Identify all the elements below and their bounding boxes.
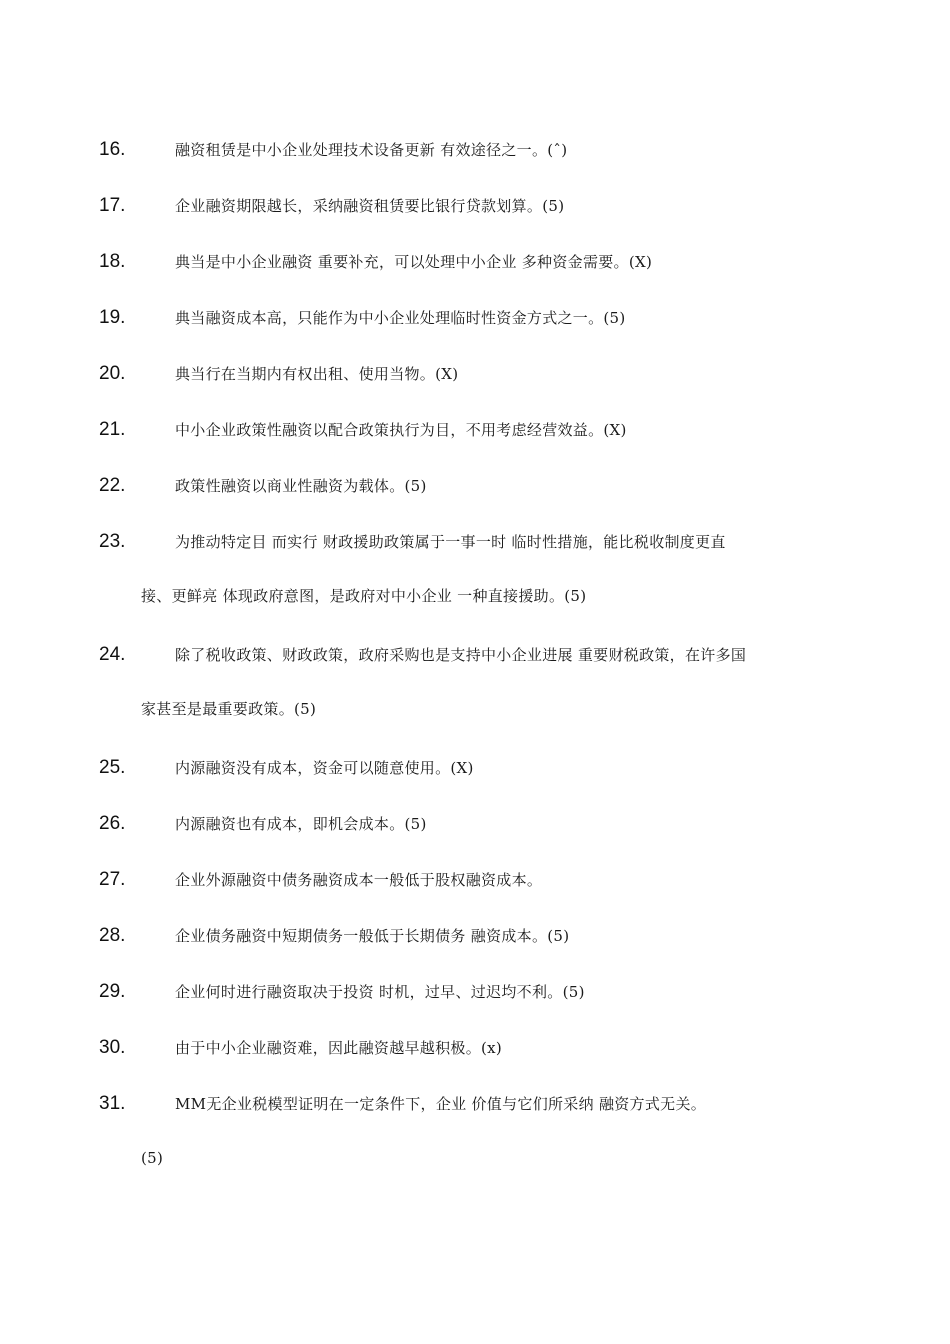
item-number: 18. <box>99 251 126 272</box>
item-number: 16. <box>99 139 126 160</box>
item-number: 25. <box>99 757 126 778</box>
item-number: 17. <box>99 195 126 216</box>
item-number: 21. <box>99 419 126 440</box>
item-number: 29. <box>99 981 126 1002</box>
item-number: 27. <box>99 869 126 890</box>
item-text: 内源融资也有成本，即机会成本。(5) <box>175 815 427 833</box>
item-text: 内源融资没有成本，资金可以随意使用。(X) <box>175 759 474 777</box>
item-text: 企业何时进行融资取决于投资 时机，过早、过迟均不利。(5) <box>175 983 585 1001</box>
item-text: 除了税收政策、财政政策，政府采购也是支持中小企业进展 重要财税政策，在许多国 <box>175 646 747 664</box>
item-number: 31. <box>99 1093 126 1114</box>
item-text: 为推动特定目 而实行 财政援助政策属于一事一时 临时性措施，能比税收制度更直 <box>175 533 726 551</box>
item-number: 26. <box>99 813 126 834</box>
item-number: 30. <box>99 1037 126 1058</box>
item-text: 政策性融资以商业性融资为载体。(5) <box>175 477 427 495</box>
item-text: 典当行在当期内有权出租、使用当物。(X) <box>175 365 459 383</box>
item-text: 企业融资期限越长，采纳融资租赁要比银行贷款划算。(5) <box>175 197 565 215</box>
item-text: 融资租赁是中小企业处理技术设备更新 有效途径之一。(ˆ) <box>175 141 568 159</box>
item-text-continuation: 接、更鲜亮 体现政府意图，是政府对中小企业 一种直接援助。(5) <box>141 587 587 605</box>
item-text: MM无企业税模型证明在一定条件下，企业 价值与它们所采纳 融资方式无关。 <box>175 1095 707 1113</box>
item-number: 24. <box>99 644 126 665</box>
item-text: 典当是中小企业融资 重要补充，可以处理中小企业 多种资金需要。(X) <box>175 253 653 271</box>
item-text: 中小企业政策性融资以配合政策执行为目，不用考虑经营效益。(X) <box>175 421 627 439</box>
item-text-continuation: (5) <box>141 1149 164 1167</box>
item-number: 20. <box>99 363 126 384</box>
item-text-continuation: 家甚至是最重要政策。(5) <box>141 700 317 718</box>
item-text: 典当融资成本高，只能作为中小企业处理临时性资金方式之一。(5) <box>175 309 626 327</box>
item-number: 28. <box>99 925 126 946</box>
item-text: 企业外源融资中债务融资成本一般低于股权融资成本。 <box>175 871 543 889</box>
item-text: 由于中小企业融资难，因此融资越早越积极。(x) <box>175 1039 503 1057</box>
item-number: 19. <box>99 307 126 328</box>
item-number: 23. <box>99 531 126 552</box>
item-number: 22. <box>99 475 126 496</box>
item-text: 企业债务融资中短期债务一般低于长期债务 融资成本。(5) <box>175 927 570 945</box>
